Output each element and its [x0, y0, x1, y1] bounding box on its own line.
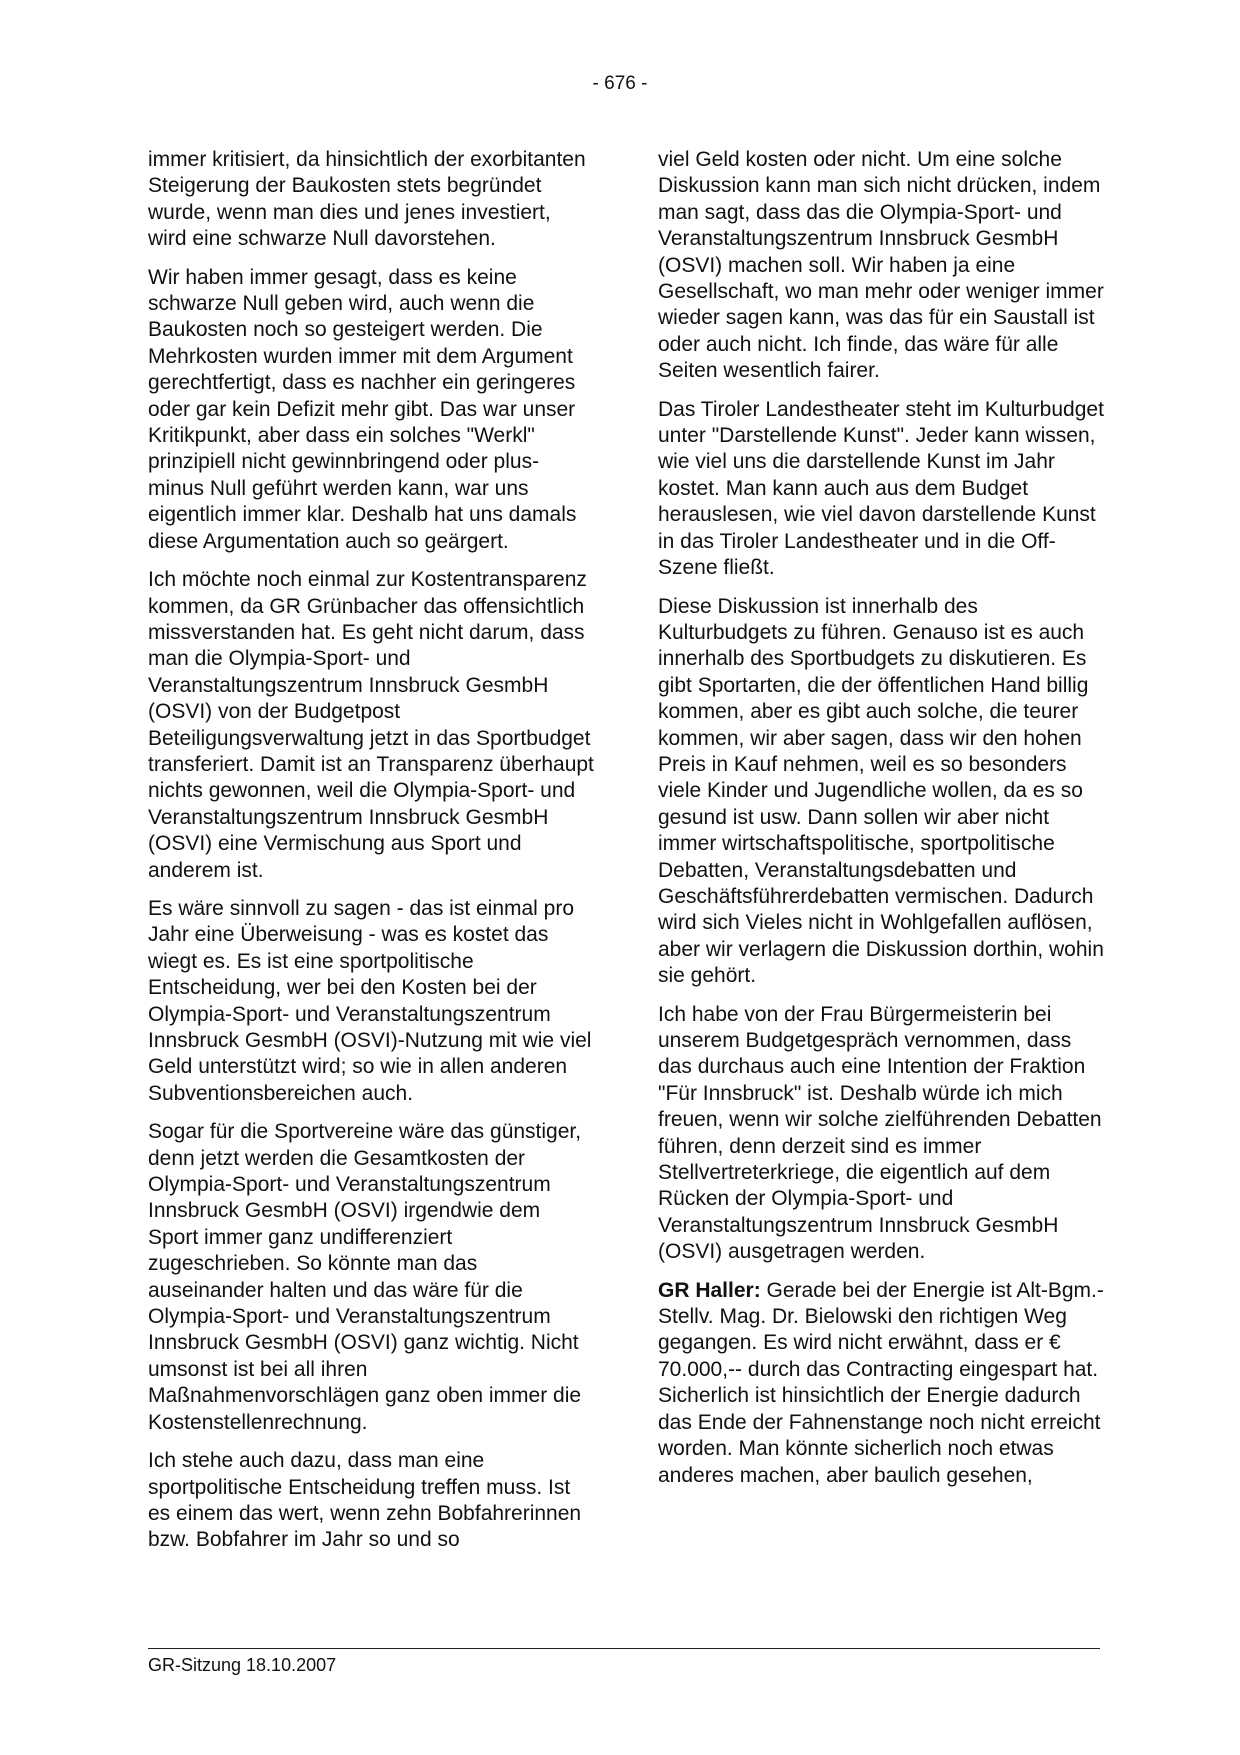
- paragraph: Das Tiroler Landestheater steht im Kulturbudget unter "Darstellende Kunst". Jeder kann wissen, wie viel uns die darstellende Kunst im Jahr kostet. Man kann auch aus dem Budget herauslesen, wie viel davon darstellende Kunst in das Tiroler Landestheater und in die Off-Szene fließt.: [658, 397, 1104, 580]
- paragraph: Wir haben immer gesagt, dass es keine schwarze Null geben wird, auch wenn die Baukosten noch so gesteigert werden. Die Mehrkosten wurden immer mit dem Argument gerechtfertigt, dass es nachher ein geringeres oder gar kein Defizit mehr gibt. Das war unser Kritikpunkt, aber dass ein solches "Werkl" prinzipiell nicht gewinnbringend oder plus-minus Null geführt werden kann, war uns eigentlich immer klar. Deshalb hat uns damals diese Argumentation auch so geärgert.: [148, 265, 577, 553]
- footer-session-label: GR-Sitzung 18.10.2007: [148, 1655, 337, 1675]
- right-column: [658, 147, 1104, 1501]
- paragraph: Diese Diskussion ist innerhalb des Kulturbudgets zu führen. Genauso ist es auch innerhalb des Sportbudgets zu diskutieren. Es gibt Sportarten, die der öffentlichen Hand billig kommen, aber es gibt auch solche, die teurer kommen, wir aber sagen, dass wir den hohen Preis in Kauf nehmen, weil es so besonders viele Kinder und Jugendliche wollen, da es so gesund ist usw. Dann sollen wir aber nicht immer wirtschaftspolitische, sportpolitische Debatten, Veranstaltungsdebatten und Geschäftsführerdebatten vermischen. Dadurch wird sich Vieles nicht in Wohlgefallen auflösen, aber wir verlagern die Diskussion dorthin, wohin sie gehört.: [658, 594, 1104, 988]
- left-column: [148, 147, 594, 1566]
- paragraph: Es wäre sinnvoll zu sagen - das ist einmal pro Jahr eine Überweisung - was es kostet das wiegt es. Es ist eine sportpolitische Entscheidung, wer bei den Kosten bei der Olympia-Sport- und Veranstaltungszentrum Innsbruck GesmbH (OSVI)-Nutzung mit wie viel Geld unterstützt wird; so wie in allen anderen Subventionsbereichen auch.: [148, 896, 592, 1105]
- paragraph: immer kritisiert, da hinsichtlich der exorbitanten Steigerung der Baukosten stets begründet wurde, wenn man dies und jenes investiert, wird eine schwarze Null davorstehen.: [148, 148, 586, 251]
- footer-divider: [148, 1648, 1100, 1649]
- speaker-text: Gerade bei der Energie ist Alt-Bgm.-Stellv. Mag. Dr. Bielowski den richtigen Weg gegangen. Es wird nicht erwähnt, dass er € 70.000,-- durch das Contracting eingespart hat. Sicherlich ist hinsichtlich der Energie dadurch das Ende der Fahnenstange noch nicht erreicht worden. Man könnte sicherlich noch etwas anderes machen, aber baulich gesehen,: [658, 1278, 1104, 1487]
- paragraph: Ich habe von der Frau Bürgermeisterin bei unserem Budgetgespräch vernommen, dass das durchaus auch eine Intention der Fraktion "Für Innsbruck" ist. Deshalb würde ich mich freuen, wenn wir solche zielführenden Debatten führen, denn derzeit sind es immer Stellvertreterkriege, die eigentlich auf dem Rücken der Olympia-Sport- und Veranstaltungszentrum Innsbruck GesmbH (OSVI) ausgetragen werden.: [658, 1002, 1102, 1264]
- paragraph: Ich möchte noch einmal zur Kostentransparenz kommen, da GR Grünbacher das offensichtlich missverstanden hat. Es geht nicht darum, dass man die Olympia-Sport- und Veranstaltungszentrum Innsbruck GesmbH (OSVI) von der Budgetpost Beteiligungsverwaltung jetzt in das Sportbudget transferiert. Damit ist an Transparenz überhaupt nichts gewonnen, weil die Olympia-Sport- und Veranstaltungszentrum Innsbruck GesmbH (OSVI) eine Vermischung aus Sport und anderem ist.: [148, 568, 594, 882]
- speaker-paragraph: [658, 1278, 1104, 1489]
- speaker-name: GR Haller:: [658, 1278, 761, 1302]
- paragraph: viel Geld kosten oder nicht. Um eine solche Diskussion kann man sich nicht drücken, indem man sagt, dass das die Olympia-Sport- und Veranstaltungszentrum Innsbruck GesmbH (OSVI) machen soll. Wir haben ja eine Gesellschaft, wo man mehr oder weniger immer wieder sagen kann, was das für ein Saustall ist oder auch nicht. Ich finde, das wäre für alle Seiten wesentlich fairer.: [658, 148, 1104, 383]
- page-number: - 676 -: [592, 73, 648, 94]
- paragraph: Sogar für die Sportvereine wäre das günstiger, denn jetzt werden die Gesamtkosten der Olympia-Sport- und Veranstaltungszentrum Innsbruck GesmbH (OSVI) irgendwie dem Sport immer ganz undifferenziert zugeschrieben. So könnte man das auseinander halten und das wäre für die Olympia-Sport- und Veranstaltungszentrum Innsbruck GesmbH (OSVI) ganz wichtig. Nicht umsonst ist bei all ihren Maßnahmenvorschlägen ganz oben immer die Kostenstellenrechnung.: [148, 1120, 582, 1434]
- paragraph: Ich stehe auch dazu, dass man eine sportpolitische Entscheidung treffen muss. Ist es einem das wert, wenn zehn Bobfahrerinnen bzw. Bobfahrer im Jahr so und so: [148, 1449, 582, 1552]
